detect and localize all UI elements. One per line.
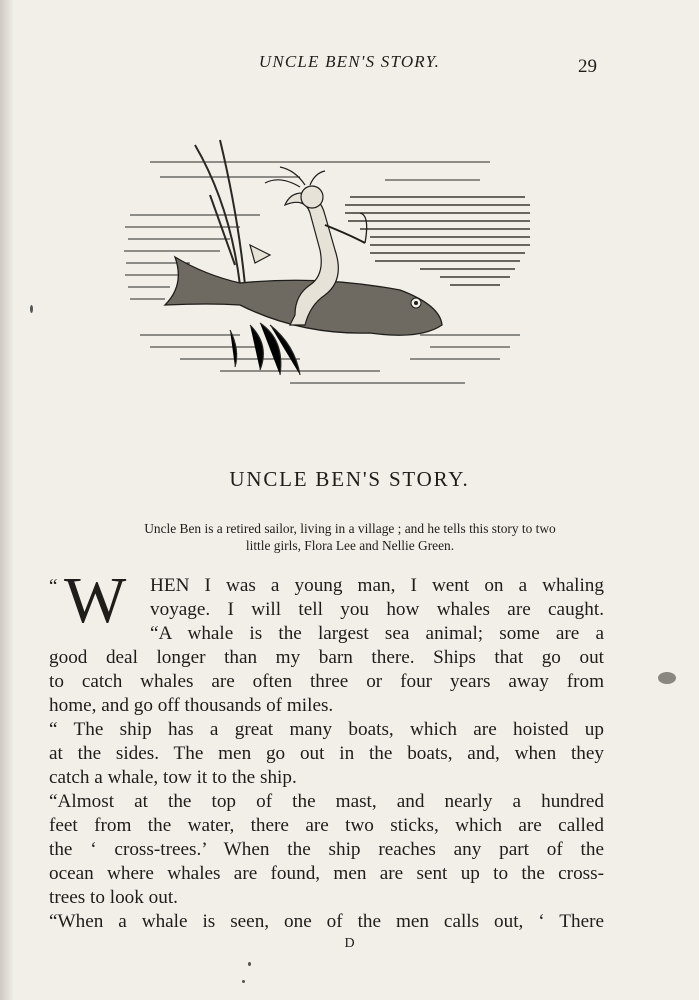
body-line: good deal longer than my barn there. Ships that go out xyxy=(49,647,604,668)
paper-blemish xyxy=(242,980,245,983)
drop-cap: W xyxy=(64,564,127,637)
body-line: voyage. I will tell you how whales are caught. xyxy=(150,599,604,620)
opening-quote: “ xyxy=(49,576,58,597)
body-line: “When a whale is seen, one of the men calls out, ‘ There xyxy=(49,911,604,932)
body-line: feet from the water, there are two sticks, which are called xyxy=(49,815,604,836)
paper-blemish xyxy=(30,305,33,313)
paper-blemish xyxy=(658,672,676,684)
intro-line: little girls, Flora Lee and Nellie Green. xyxy=(245,538,455,553)
story-intro xyxy=(40,520,660,554)
body-line: HEN I was a young man, I went on a whaling xyxy=(150,575,604,596)
story-title: UNCLE BEN'S STORY. xyxy=(229,467,470,491)
running-head: UNCLE BEN'S STORY. xyxy=(258,52,441,71)
body-line: to catch whales are often three or four years away from xyxy=(49,671,604,692)
body-line: at the sides. The men go out in the boats, and, when they xyxy=(49,743,604,764)
body-line: “Almost at the top of the mast, and nearly a hundred xyxy=(49,791,604,812)
page-edge-shadow xyxy=(0,0,14,1000)
body-line: the ‘ cross-trees.’ When the ship reaches any part of the xyxy=(49,839,604,860)
intro-line: Uncle Ben is a retired sailor, living in a village ; and he tells this story to two xyxy=(144,521,556,536)
body-line: “A whale is the largest sea animal; some are a xyxy=(150,623,604,644)
body-line: trees to look out. xyxy=(49,887,178,908)
page-number: 29 xyxy=(578,56,597,77)
boy-riding-fish-engraving-icon xyxy=(120,135,535,395)
body-line: catch a whale, tow it to the ship. xyxy=(49,767,297,788)
body-line: ocean where whales are found, men are sent up to the cross- xyxy=(49,863,604,884)
signature-mark: D xyxy=(344,936,355,951)
body-line: “ The ship has a great many boats, which are hoisted up xyxy=(49,719,604,740)
paper-blemish xyxy=(248,962,251,966)
body-line: home, and go off thousands of miles. xyxy=(49,695,334,716)
